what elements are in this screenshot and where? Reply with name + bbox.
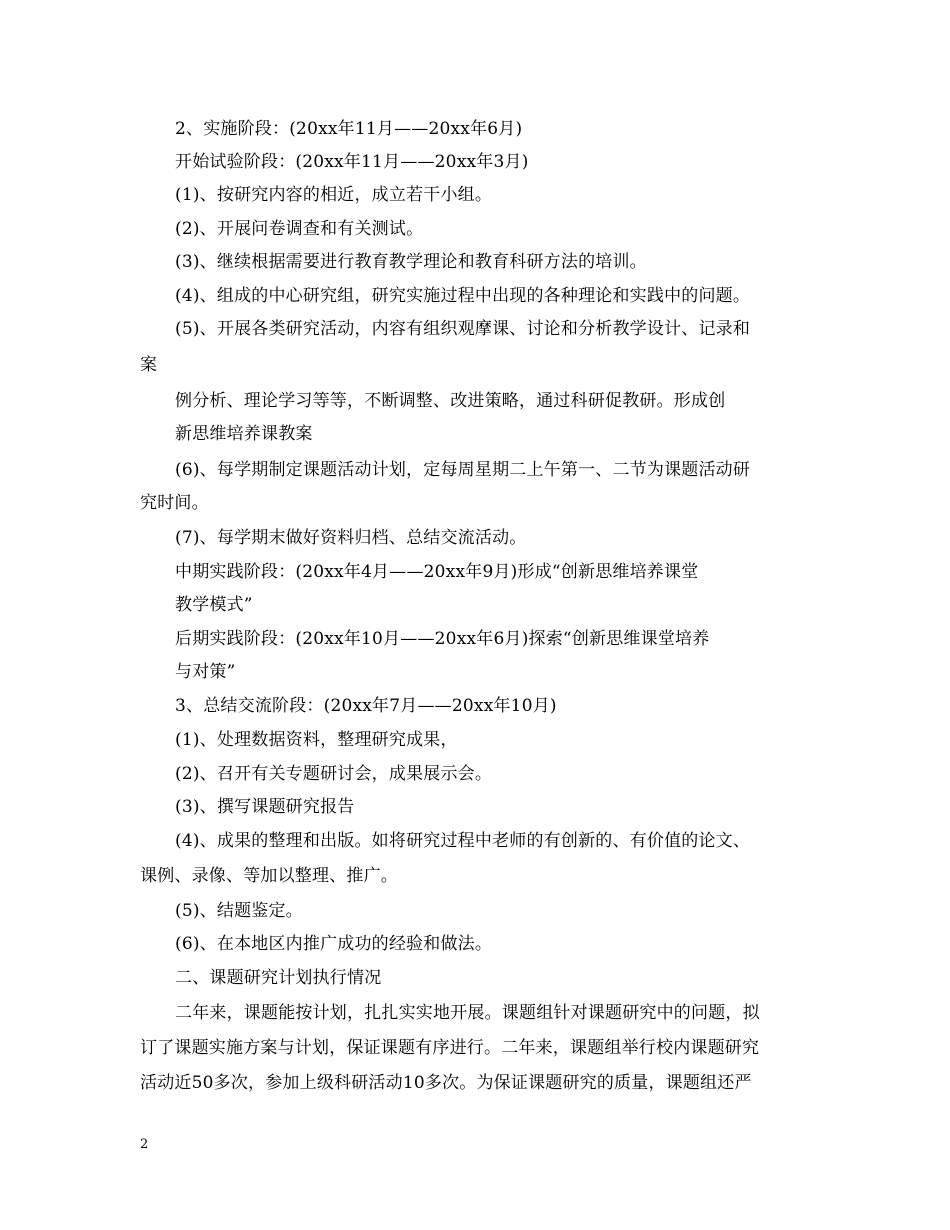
text-line: (1)、处理数据资料，整理研究成果， (175, 730, 458, 750)
text-line: (6)、在本地区内推广成功的经验和做法。 (175, 934, 493, 954)
page-number: 2 (140, 1137, 149, 1152)
text-line: (2)、开展问卷调查和有关测试。 (175, 219, 424, 239)
text-line: 教学模式” (175, 595, 253, 615)
text-line: (3)、撰写课题研究报告 (175, 797, 355, 817)
text-line: 后期实践阶段：(20xx年10月——20xx年6月)探索“创新思维课堂培养 (175, 629, 710, 649)
text-line: (7)、每学期末做好资料归档、总结交流活动。 (175, 528, 527, 548)
text-line: 3、总结交流阶段：(20xx年7月——20xx年10月) (175, 696, 557, 716)
text-line: 二年来，课题能按计划，扎扎实实地开展。课题组针对课题研究中的问题，拟 (175, 1003, 760, 1023)
text-line: 究时间。 (140, 493, 209, 513)
text-line: (5)、结题鉴定。 (175, 901, 303, 921)
text-line: (4)、组成的中心研究组，研究实施过程中出现的各种理论和实践中的问题。 (175, 286, 751, 306)
text-line: 开始试验阶段：(20xx年11月——20xx年3月) (175, 152, 529, 172)
text-line: 订了课题实施方案与计划，保证课题有序进行。二年来，课题组举行校内课题研究 (140, 1038, 760, 1058)
text-line: 课例、录像、等加以整理、推广。 (140, 866, 398, 886)
text-line: (5)、开展各类研究活动，内容有组织观摩课、讨论和分析教学设计、记录和 (175, 319, 751, 339)
text-line: (3)、继续根据需要进行教育教学理论和教育科研方法的培训。 (175, 252, 647, 272)
text-line: 案 (140, 355, 158, 375)
text-line: (4)、成果的整理和出版。如将研究过程中老师的有创新的、有价值的论文、 (175, 831, 751, 851)
section-heading: 二、课题研究计划执行情况 (175, 968, 382, 988)
text-line: 与对策” (175, 662, 236, 682)
text-line: (6)、每学期制定课题活动计划，定每周星期二上午第一、二节为课题活动研 (175, 460, 751, 480)
text-line: 例分析、理论学习等等，不断调整、改进策略，通过科研促教研。形成创 (175, 391, 726, 411)
text-line: (1)、按研究内容的相近，成立若干小组。 (175, 185, 493, 205)
text-line: 2、实施阶段：(20xx年11月——20xx年6月) (175, 119, 523, 139)
text-line: (2)、召开有关专题研讨会，成果展示会。 (175, 764, 493, 784)
text-line: 活动近50多次，参加上级科研活动10多次。为保证课题研究的质量，课题组还严 (140, 1073, 752, 1093)
text-line: 新思维培养课教案 (175, 424, 313, 444)
text-line: 中期实践阶段：(20xx年4月——20xx年9月)形成“创新思维培养课堂 (175, 562, 699, 582)
